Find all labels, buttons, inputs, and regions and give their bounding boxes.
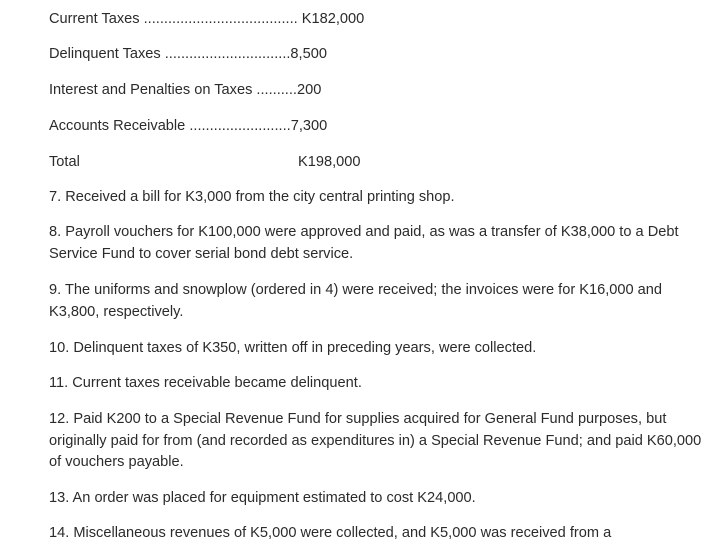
ledger-total-label: Total	[49, 154, 80, 170]
ledger-line-current-taxes: Current Taxes ...................................... K182,000	[49, 11, 365, 27]
item-12: 12. Paid K200 to a Special Revenue Fund for supplies acquired for General Fund purposes, but originally paid for from (and recorded as expenditures in) a Special Revenue Fund; and paid K60,000 of vouchers payable.	[49, 411, 702, 470]
ledger-total-amount: K198,000	[298, 154, 361, 170]
item-9: 9. The uniforms and snowplow (ordered in 4) were received; the invoices were for K16,000 and K3,800, respectively.	[49, 282, 663, 320]
ledger-line-interest-penalties: Interest and Penalties on Taxes ..........200	[49, 82, 322, 98]
item-13: 13. An order was placed for equipment estimated to cost K24,000.	[49, 490, 476, 506]
item-11: 11. Current taxes receivable became delinquent.	[49, 375, 362, 391]
item-14: 14. Miscellaneous revenues of K5,000 were collected, and K5,000 was received from a	[49, 525, 612, 541]
ledger-line-accounts-receivable: Accounts Receivable .........................7,300	[49, 118, 328, 134]
item-7: 7. Received a bill for K3,000 from the city central printing shop.	[49, 189, 455, 205]
item-8: 8. Payroll vouchers for K100,000 were approved and paid, as was a transfer of K38,000 to a Debt Service Fund to cover serial bond debt service.	[49, 224, 679, 262]
item-10: 10. Delinquent taxes of K350, written off in preceding years, were collected.	[49, 340, 537, 356]
ledger-line-delinquent-taxes: Delinquent Taxes ...............................8,500	[49, 46, 327, 62]
